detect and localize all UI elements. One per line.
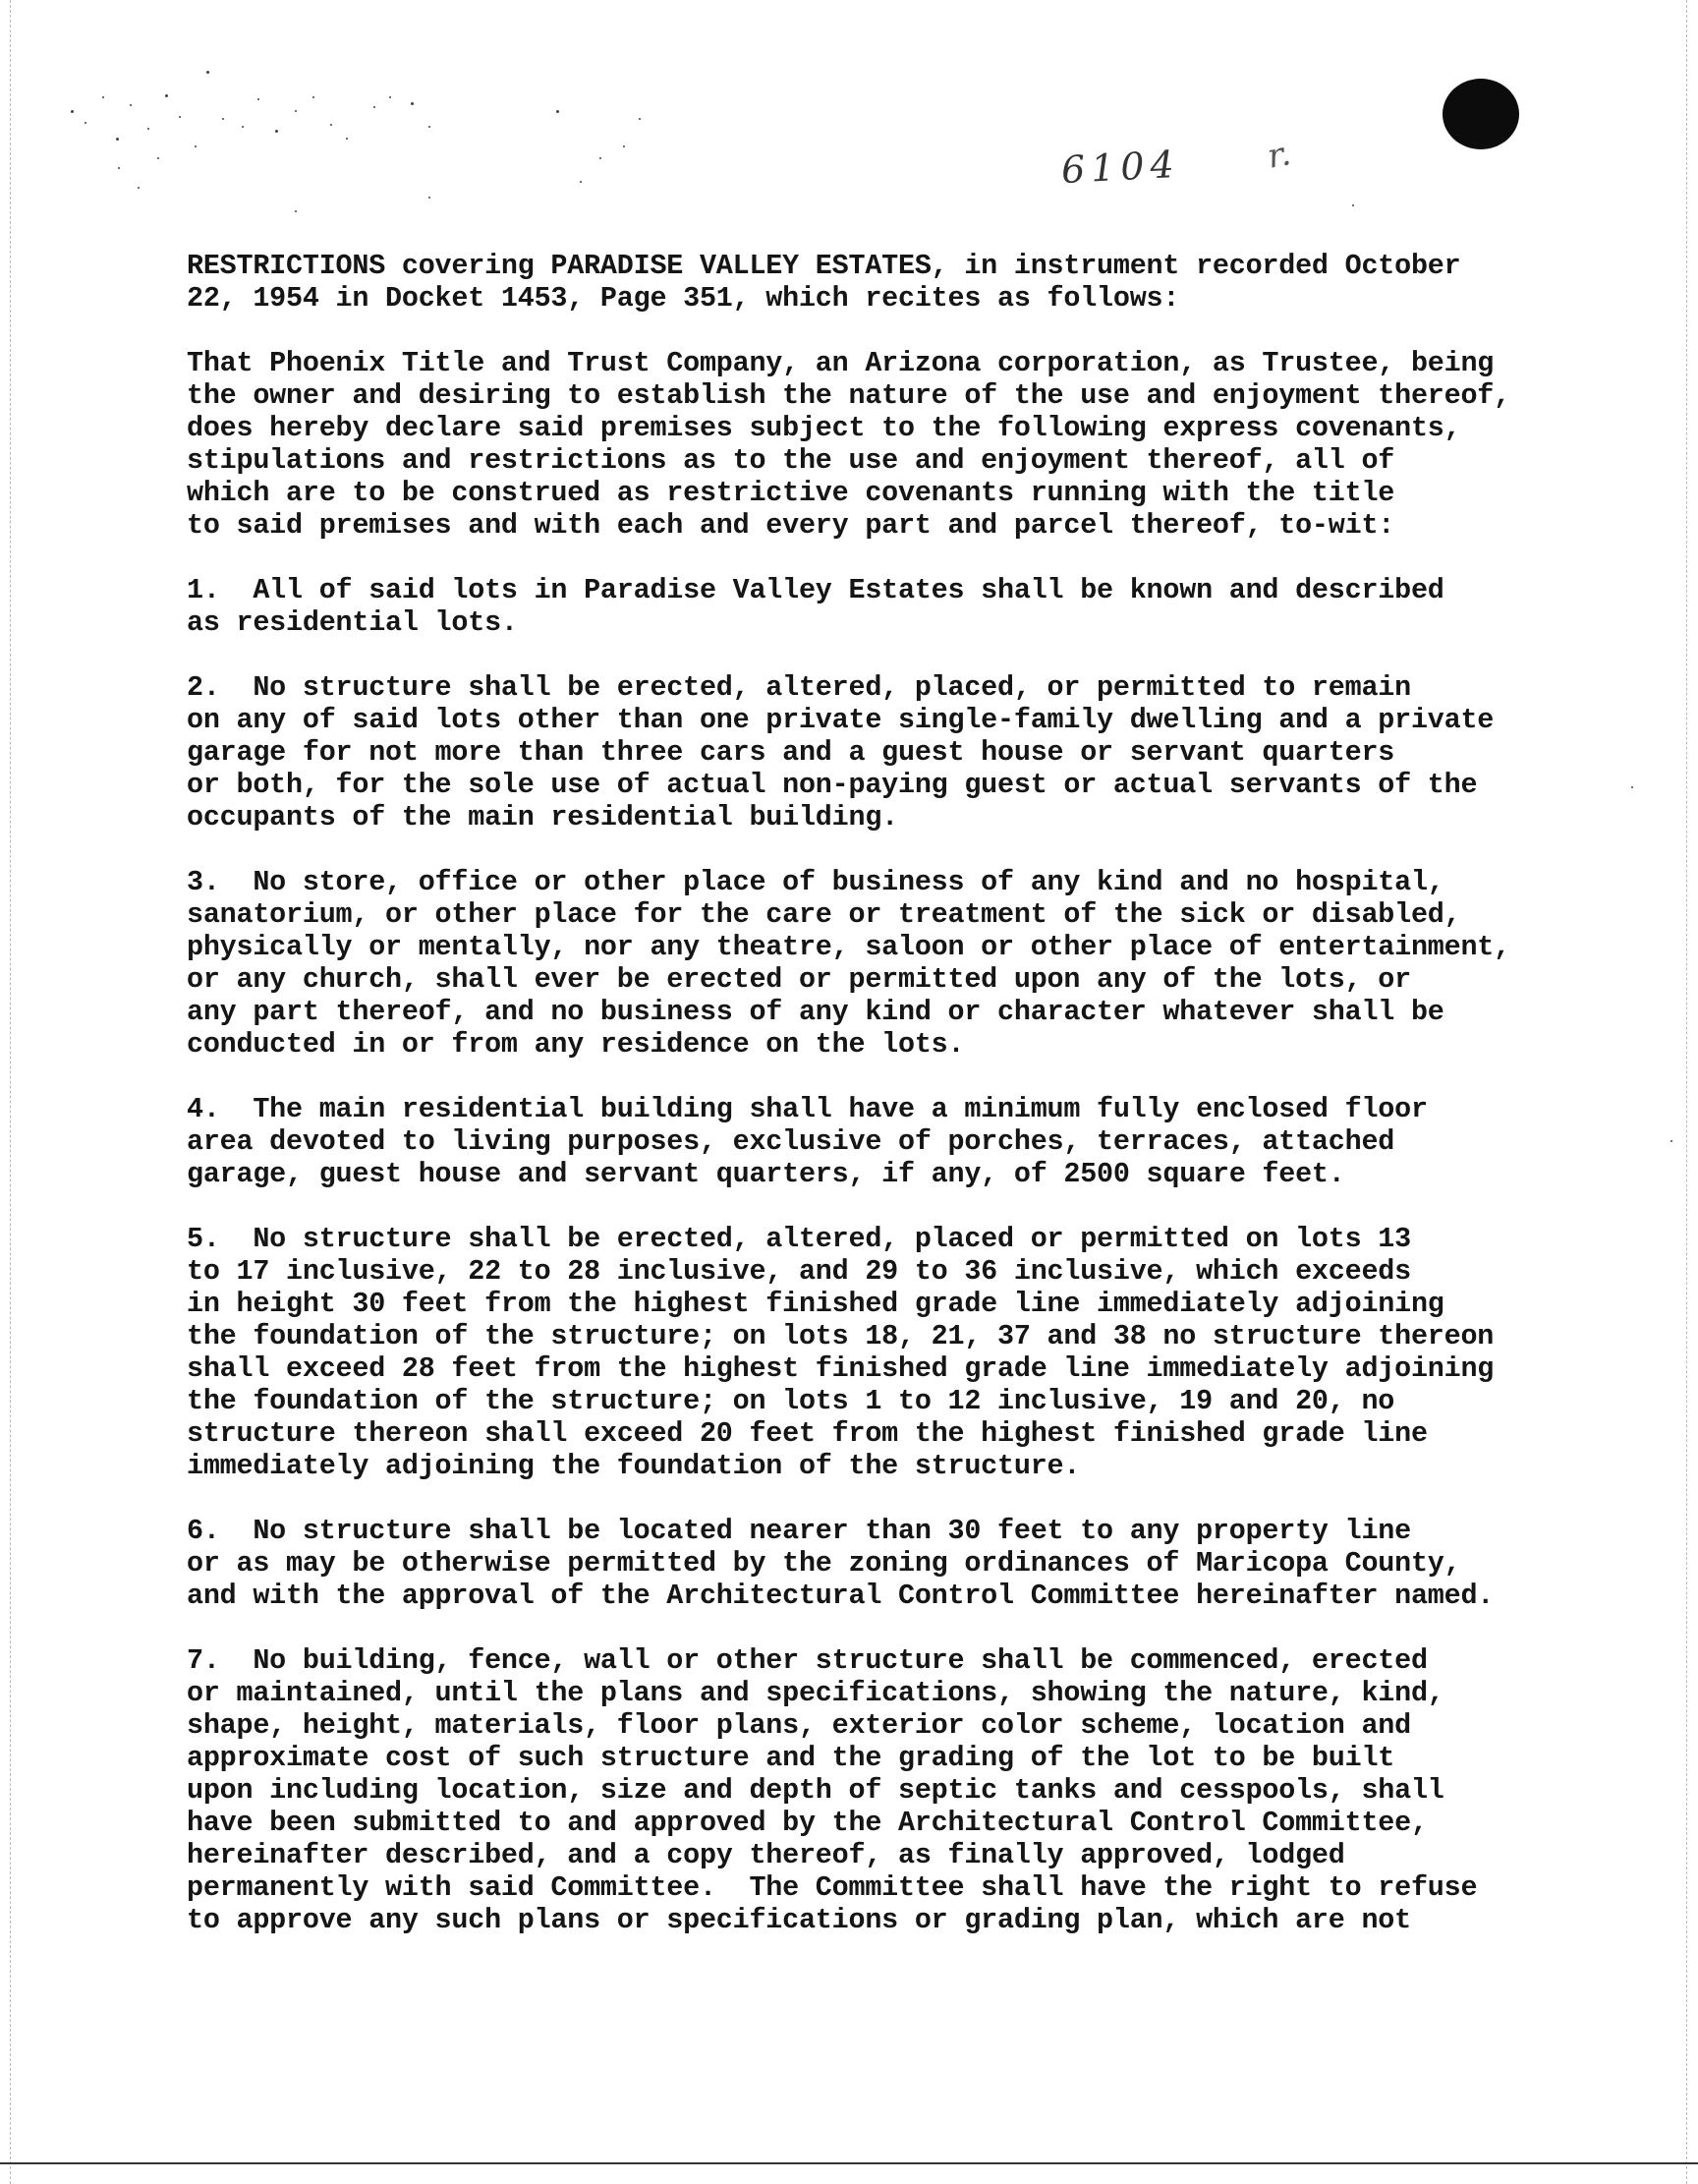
restriction-item-5 <box>187 1223 1543 1482</box>
scan-speck <box>116 138 119 141</box>
item-line: and with the approval of the Architectural Control Committee hereinafter named. <box>187 1580 1495 1612</box>
item-line: physically or mentally, nor any theatre, saloon or other place of entertainment, <box>187 931 1510 963</box>
item-line: or both, for the sole use of actual non-paying guest or actual servants of the <box>187 769 1478 801</box>
scan-speck <box>257 98 259 100</box>
scan-speck <box>85 122 86 124</box>
header-paragraph <box>187 250 1543 315</box>
item-line: have been submitted to and approved by the Architectural Control Committee, <box>187 1807 1428 1839</box>
scan-speck <box>1352 204 1354 206</box>
item-line: 2. No structure shall be erected, altered, placed, or permitted to remain <box>187 671 1411 704</box>
scan-speck <box>330 124 332 126</box>
scan-speck <box>580 181 582 183</box>
header-line: 22, 1954 in Docket 1453, Page 351, which recites as follows: <box>187 282 1180 315</box>
item-line: 5. No structure shall be erected, altered, placed or permitted on lots 13 <box>187 1223 1411 1255</box>
item-line: shall exceed 28 feet from the highest finished grade line immediately adjoining <box>187 1352 1495 1385</box>
scan-speck <box>411 102 414 105</box>
item-line: any part thereof, and no business of any kind or character whatever shall be <box>187 996 1444 1028</box>
item-line: the foundation of the structure; on lots 1 to 12 inclusive, 19 and 20, no <box>187 1385 1395 1417</box>
restriction-item-4 <box>187 1093 1543 1190</box>
intro-line: the owner and desiring to establish the nature of the use and enjoyment thereof, <box>187 379 1510 412</box>
restriction-item-3 <box>187 866 1543 1061</box>
scan-speck <box>157 157 159 159</box>
item-line: shape, height, materials, floor plans, exterior color scheme, location and <box>187 1709 1411 1742</box>
scan-speck <box>275 130 278 133</box>
item-line: the foundation of the structure; on lots 18, 21, 37 and 38 no structure thereon <box>187 1320 1495 1352</box>
item-line: 3. No store, office or other place of business of any kind and no hospital, <box>187 866 1444 898</box>
handwritten-scribble: r. <box>1264 134 1294 177</box>
item-line: hereinafter described, and a copy thereof, as finally approved, lodged <box>187 1839 1345 1871</box>
page-bottom-rule <box>0 2162 1698 2164</box>
item-line: or maintained, until the plans and specifications, showing the nature, kind, <box>187 1677 1444 1709</box>
item-line: 4. The main residential building shall have a minimum fully enclosed floor <box>187 1093 1428 1125</box>
scan-speck <box>222 118 224 120</box>
scan-speck <box>147 128 149 130</box>
item-line: permanently with said Committee. The Committee shall have the right to refuse <box>187 1871 1478 1904</box>
document-body <box>187 250 1543 1936</box>
restriction-item-7 <box>187 1644 1543 1936</box>
item-line: or as may be otherwise permitted by the zoning ordinances of Maricopa County, <box>187 1547 1461 1580</box>
scan-speck <box>206 71 209 74</box>
scan-speck <box>428 126 430 128</box>
item-line: occupants of the main residential building. <box>187 801 898 833</box>
scan-speck <box>195 145 197 147</box>
scan-speck <box>102 96 104 98</box>
item-line: garage for not more than three cars and a guest house or servant quarters <box>187 736 1395 769</box>
scan-speck <box>312 96 314 98</box>
intro-line: to said premises and with each and every part and parcel thereof, to-wit: <box>187 509 1395 542</box>
restriction-item-2 <box>187 671 1543 833</box>
scan-speck <box>295 110 297 112</box>
item-line: or any church, shall ever be erected or permitted upon any of the lots, or <box>187 963 1411 996</box>
item-line: to approve any such plans or specifications or grading plan, which are not <box>187 1904 1411 1936</box>
intro-line: That Phoenix Title and Trust Company, an Arizona corporation, as Trustee, being <box>187 347 1495 379</box>
scan-speck <box>130 104 132 106</box>
scan-speck <box>346 138 348 140</box>
item-line: garage, guest house and servant quarters, if any, of 2500 square feet. <box>187 1158 1345 1190</box>
handwritten-number: 6104 <box>1059 142 1181 193</box>
scan-speck <box>138 187 140 189</box>
item-line: structure thereon shall exceed 20 feet from the highest finished grade line <box>187 1417 1428 1450</box>
scan-speck <box>373 106 375 108</box>
restriction-item-6 <box>187 1515 1543 1612</box>
item-line: area devoted to living purposes, exclusive of porches, terraces, attached <box>187 1125 1395 1158</box>
item-line: 7. No building, fence, wall or other structure shall be commenced, erected <box>187 1644 1428 1677</box>
item-line: sanatorium, or other place for the care or treatment of the sick or disabled, <box>187 898 1461 931</box>
item-line: in height 30 feet from the highest finished grade line immediately adjoining <box>187 1288 1444 1320</box>
scan-speck <box>118 167 120 169</box>
scan-speck <box>242 126 244 128</box>
scan-edge-right <box>1686 0 1687 2184</box>
item-line: as residential lots. <box>187 606 518 639</box>
item-line: 6. No structure shall be located nearer than 30 feet to any property line <box>187 1515 1411 1547</box>
scan-speck <box>1670 1140 1672 1142</box>
scan-speck <box>556 110 559 113</box>
header-line: RESTRICTIONS covering PARADISE VALLEY ESTATES, in instrument recorded October <box>187 250 1461 282</box>
item-line: upon including location, size and depth of septic tanks and cesspools, shall <box>187 1774 1444 1807</box>
restriction-item-1 <box>187 574 1543 639</box>
item-line: on any of said lots other than one private single-family dwelling and a private <box>187 704 1495 736</box>
scan-speck <box>599 157 601 159</box>
scan-speck <box>389 96 391 98</box>
scan-speck <box>428 197 430 199</box>
scan-edge-left <box>10 0 11 2184</box>
intro-line: which are to be construed as restrictive covenants running with the title <box>187 477 1395 509</box>
item-line: to 17 inclusive, 22 to 28 inclusive, and 29 to 36 inclusive, which exceeds <box>187 1255 1411 1288</box>
scan-speck <box>639 118 641 120</box>
punch-hole <box>1443 79 1519 149</box>
scan-speck <box>295 210 297 212</box>
intro-line: stipulations and restrictions as to the use and enjoyment thereof, all of <box>187 444 1395 477</box>
item-line: 1. All of said lots in Paradise Valley Estates shall be known and described <box>187 574 1444 606</box>
item-line: approximate cost of such structure and the grading of the lot to be built <box>187 1742 1395 1774</box>
scan-speck <box>71 110 74 113</box>
scan-speck <box>1631 786 1633 788</box>
item-line: conducted in or from any residence on the lots. <box>187 1028 965 1061</box>
scan-speck <box>179 116 181 118</box>
scan-speck <box>165 94 168 97</box>
intro-paragraph <box>187 347 1543 542</box>
item-line: immediately adjoining the foundation of the structure. <box>187 1450 1081 1482</box>
intro-line: does hereby declare said premises subject to the following express covenants, <box>187 412 1461 444</box>
scan-speck <box>623 145 625 147</box>
